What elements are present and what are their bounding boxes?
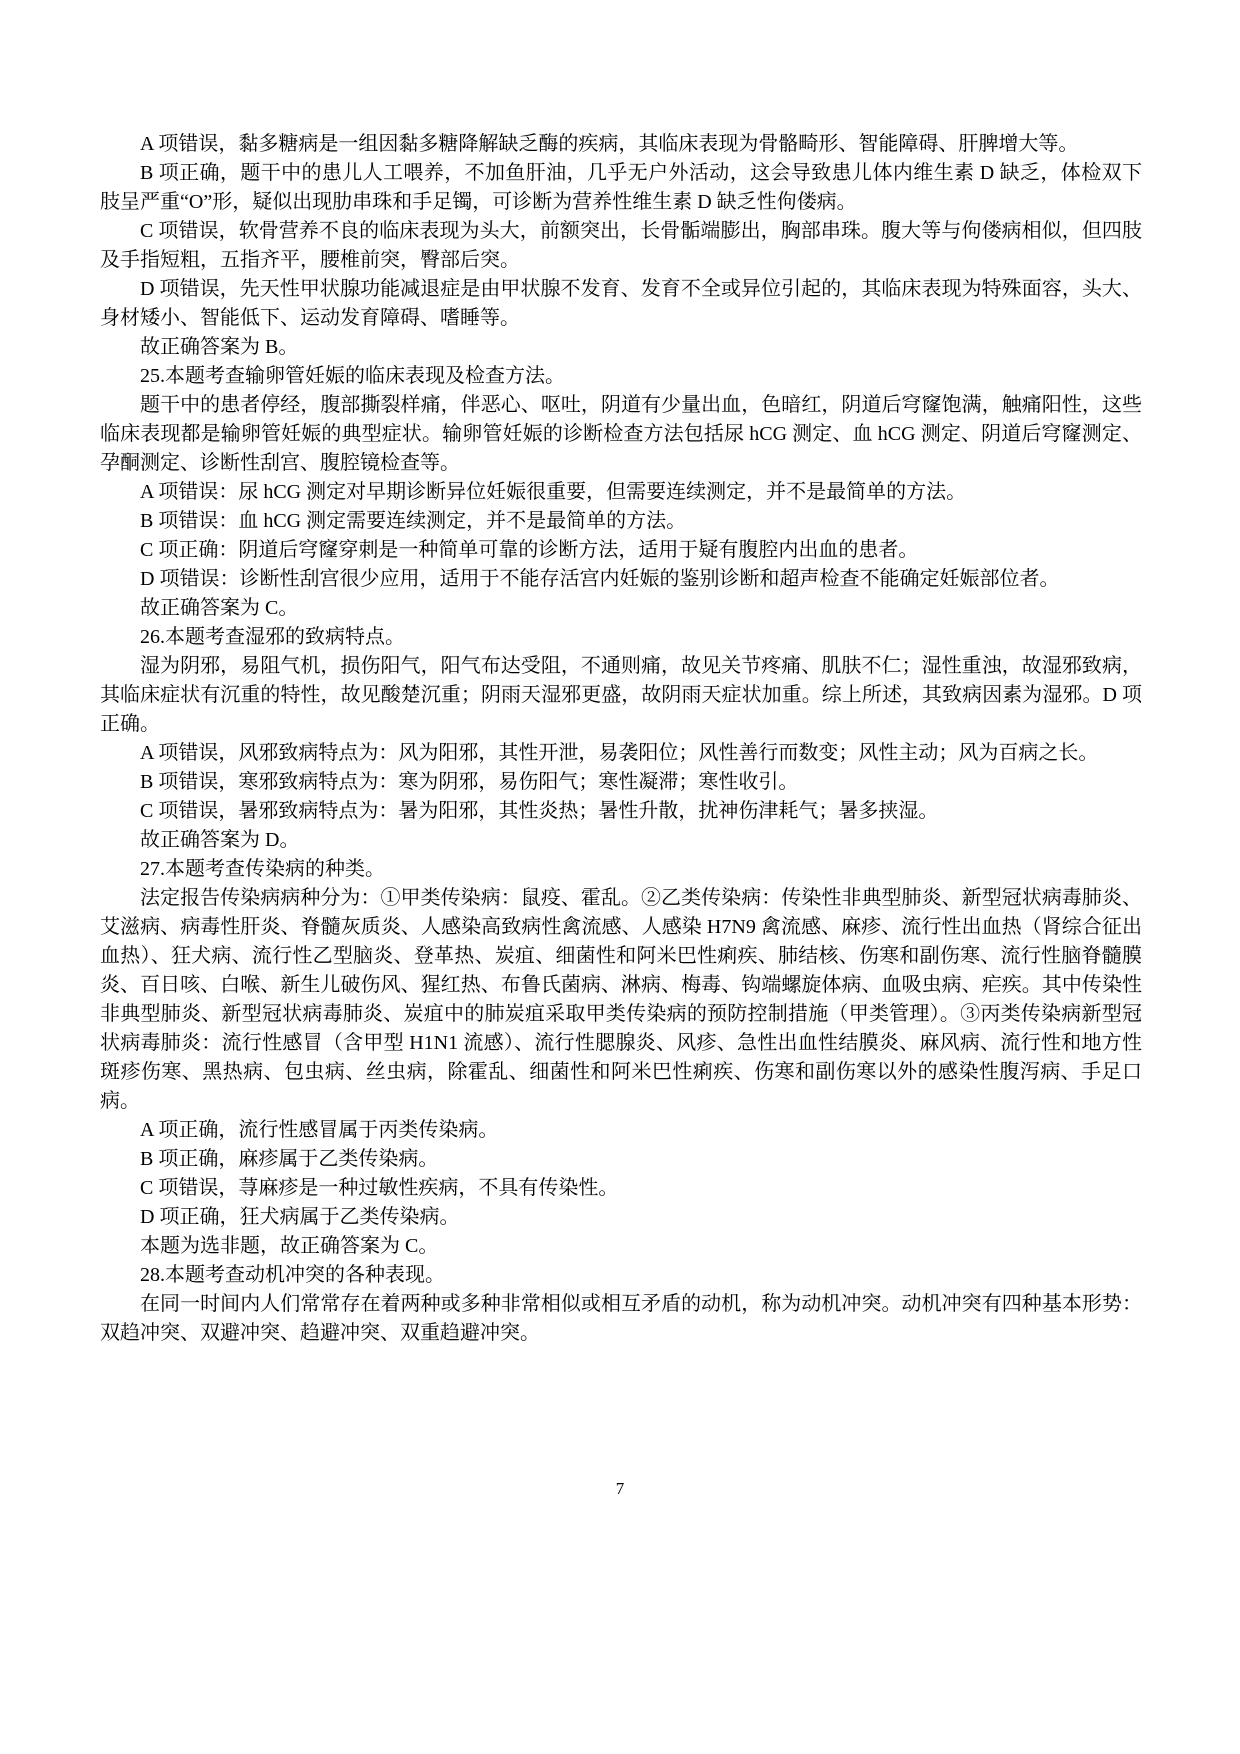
paragraph: 27.本题考查传染病的种类。 [140,858,385,880]
paragraph: D 项正确，狂犬病属于乙类传染病。 [140,1206,460,1228]
paragraph: A 项错误，黏多糖病是一组因黏多糖降解缺乏酶的疾病，其临床表现为骨骼畸形、智能障碍、肝脾增大等。 [140,133,1079,155]
document-body [100,130,1142,1348]
paragraph: 在同一时间内人们常常存在着两种或多种非常相似或相互矛盾的动机，称为动机冲突。动机冲突有四种基本形势：双趋冲突、双避冲突、趋避冲突、双重趋避冲突。 [100,1293,1142,1344]
paragraph: D 项错误：诊断性刮宫很少应用，适用于不能存活宫内妊娠的鉴别诊断和超声检查不能确定妊娠部位者。 [140,568,1060,590]
paragraph: 题干中的患者停经，腹部撕裂样痛，伴恶心、呕吐，阴道有少量出血，色暗红，阴道后穹窿饱满，触痛阳性，这些临床表现都是输卵管妊娠的典型症状。输卵管妊娠的诊断检查方法包括尿 hCG 测定、血 hCG 测定、阴道后穹窿测定、孕酮测定、诊断性刮宫、腹腔镜检查等。 [100,394,1142,474]
paragraph: C 项正确：阴道后穹窿穿刺是一种简单可靠的诊断方法，适用于疑有腹腔内出血的患者。 [140,539,919,561]
paragraph: 故正确答案为 B。 [140,336,299,358]
paragraph: 26.本题考查湿邪的致病特点。 [140,626,405,648]
paragraph: D 项错误，先天性甲状腺功能减退症是由甲状腺不发育、发育不全或异位引起的，其临床表现为特殊面容，头大、身材矮小、智能低下、运动发育障碍、嗜睡等。 [100,278,1142,329]
paragraph: B 项错误：血 hCG 测定需要连续测定，并不是最简单的方法。 [140,510,687,532]
paragraph: C 项错误，软骨营养不良的临床表现为头大，前额突出，长骨骺端膨出，胸部串珠。腹大等与佝偻病相似，但四肢及手指短粗，五指齐平，腰椎前突，臀部后突。 [100,220,1142,271]
paragraph: C 项错误，暑邪致病特点为：暑为阳邪，其性炎热；暑性升散，扰神伤津耗气；暑多挟湿。 [140,800,939,822]
paragraph: 故正确答案为 C。 [140,597,299,619]
paragraph: C 项错误，荨麻疹是一种过敏性疾病，不具有传染性。 [140,1177,619,1199]
paragraph: 25.本题考查输卵管妊娠的临床表现及检查方法。 [140,365,565,387]
paragraph: 本题为选非题，故正确答案为 C。 [140,1235,439,1257]
paragraph: 湿为阴邪，易阻气机，损伤阳气，阳气布达受阻，不通则痛，故见关节疼痛、肌肤不仁；湿性重浊，故湿邪致病，其临床症状有沉重的特性，故见酸楚沉重；阴雨天湿邪更盛，故阴雨天症状加重。综上所述，其致病因素为湿邪。D 项正确。 [100,655,1142,735]
paragraph: 法定报告传染病病种分为：①甲类传染病：鼠疫、霍乱。②乙类传染病：传染性非典型肺炎、新型冠状病毒肺炎、艾滋病、病毒性肝炎、脊髓灰质炎、人感染高致病性禽流感、人感染 H7N9 禽流感、麻疹、流行性出血热（肾综合征出血热）、狂犬病、流行性乙型脑炎、登革热、炭疽、细菌性和阿米巴性痢疾、肺结核、伤寒和副伤寒、流行性脑脊髓膜炎、百日咳、白喉、新生儿破伤风、猩红热、布鲁氏菌病、淋病、梅毒、钩端螺旋体病、血吸虫病、疟疾。其中传染性非典型肺炎、新型冠状病毒肺炎、炭疽中的肺炭疽采取甲类传染病的预防控制措施（甲类管理）。③丙类传染病新型冠状病毒肺炎：流行性感冒（含甲型 H1N1 流感）、流行性腮腺炎、风疹、急性出血性结膜炎、麻风病、流行性和地方性斑疹伤寒、黑热病、包虫病、丝虫病，除霍乱、细菌性和阿米巴性痢疾、伤寒和副伤寒以外的感染性腹泻病、手足口病。 [100,887,1142,1112]
page-number: 7 [615,1479,625,1498]
paragraph: A 项错误：尿 hCG 测定对早期诊断异位妊娠很重要，但需要连续测定，并不是最简单的方法。 [140,481,967,503]
paragraph: A 项正确，流行性感冒属于丙类传染病。 [140,1119,499,1141]
paragraph: B 项错误，寒邪致病特点为：寒为阴邪，易伤阳气；寒性凝滞；寒性收引。 [140,771,799,793]
paragraph: B 项正确，题干中的患儿人工喂养，不加鱼肝油，几乎无户外活动，这会导致患儿体内维生素 D 缺乏，体检双下肢呈严重“O”形，疑似出现肋串珠和手足镯，可诊断为营养性维生素 D 缺乏性佝偻病。 [100,162,1142,213]
paragraph: 故正确答案为 D。 [140,829,300,851]
paragraph: 28.本题考查动机冲突的各种表现。 [140,1264,445,1286]
paragraph: B 项正确，麻疹属于乙类传染病。 [140,1148,439,1170]
paragraph: A 项错误，风邪致病特点为：风为阳邪，其性开泄，易袭阳位；风性善行而数变；风性主动；风为百病之长。 [140,742,1099,764]
